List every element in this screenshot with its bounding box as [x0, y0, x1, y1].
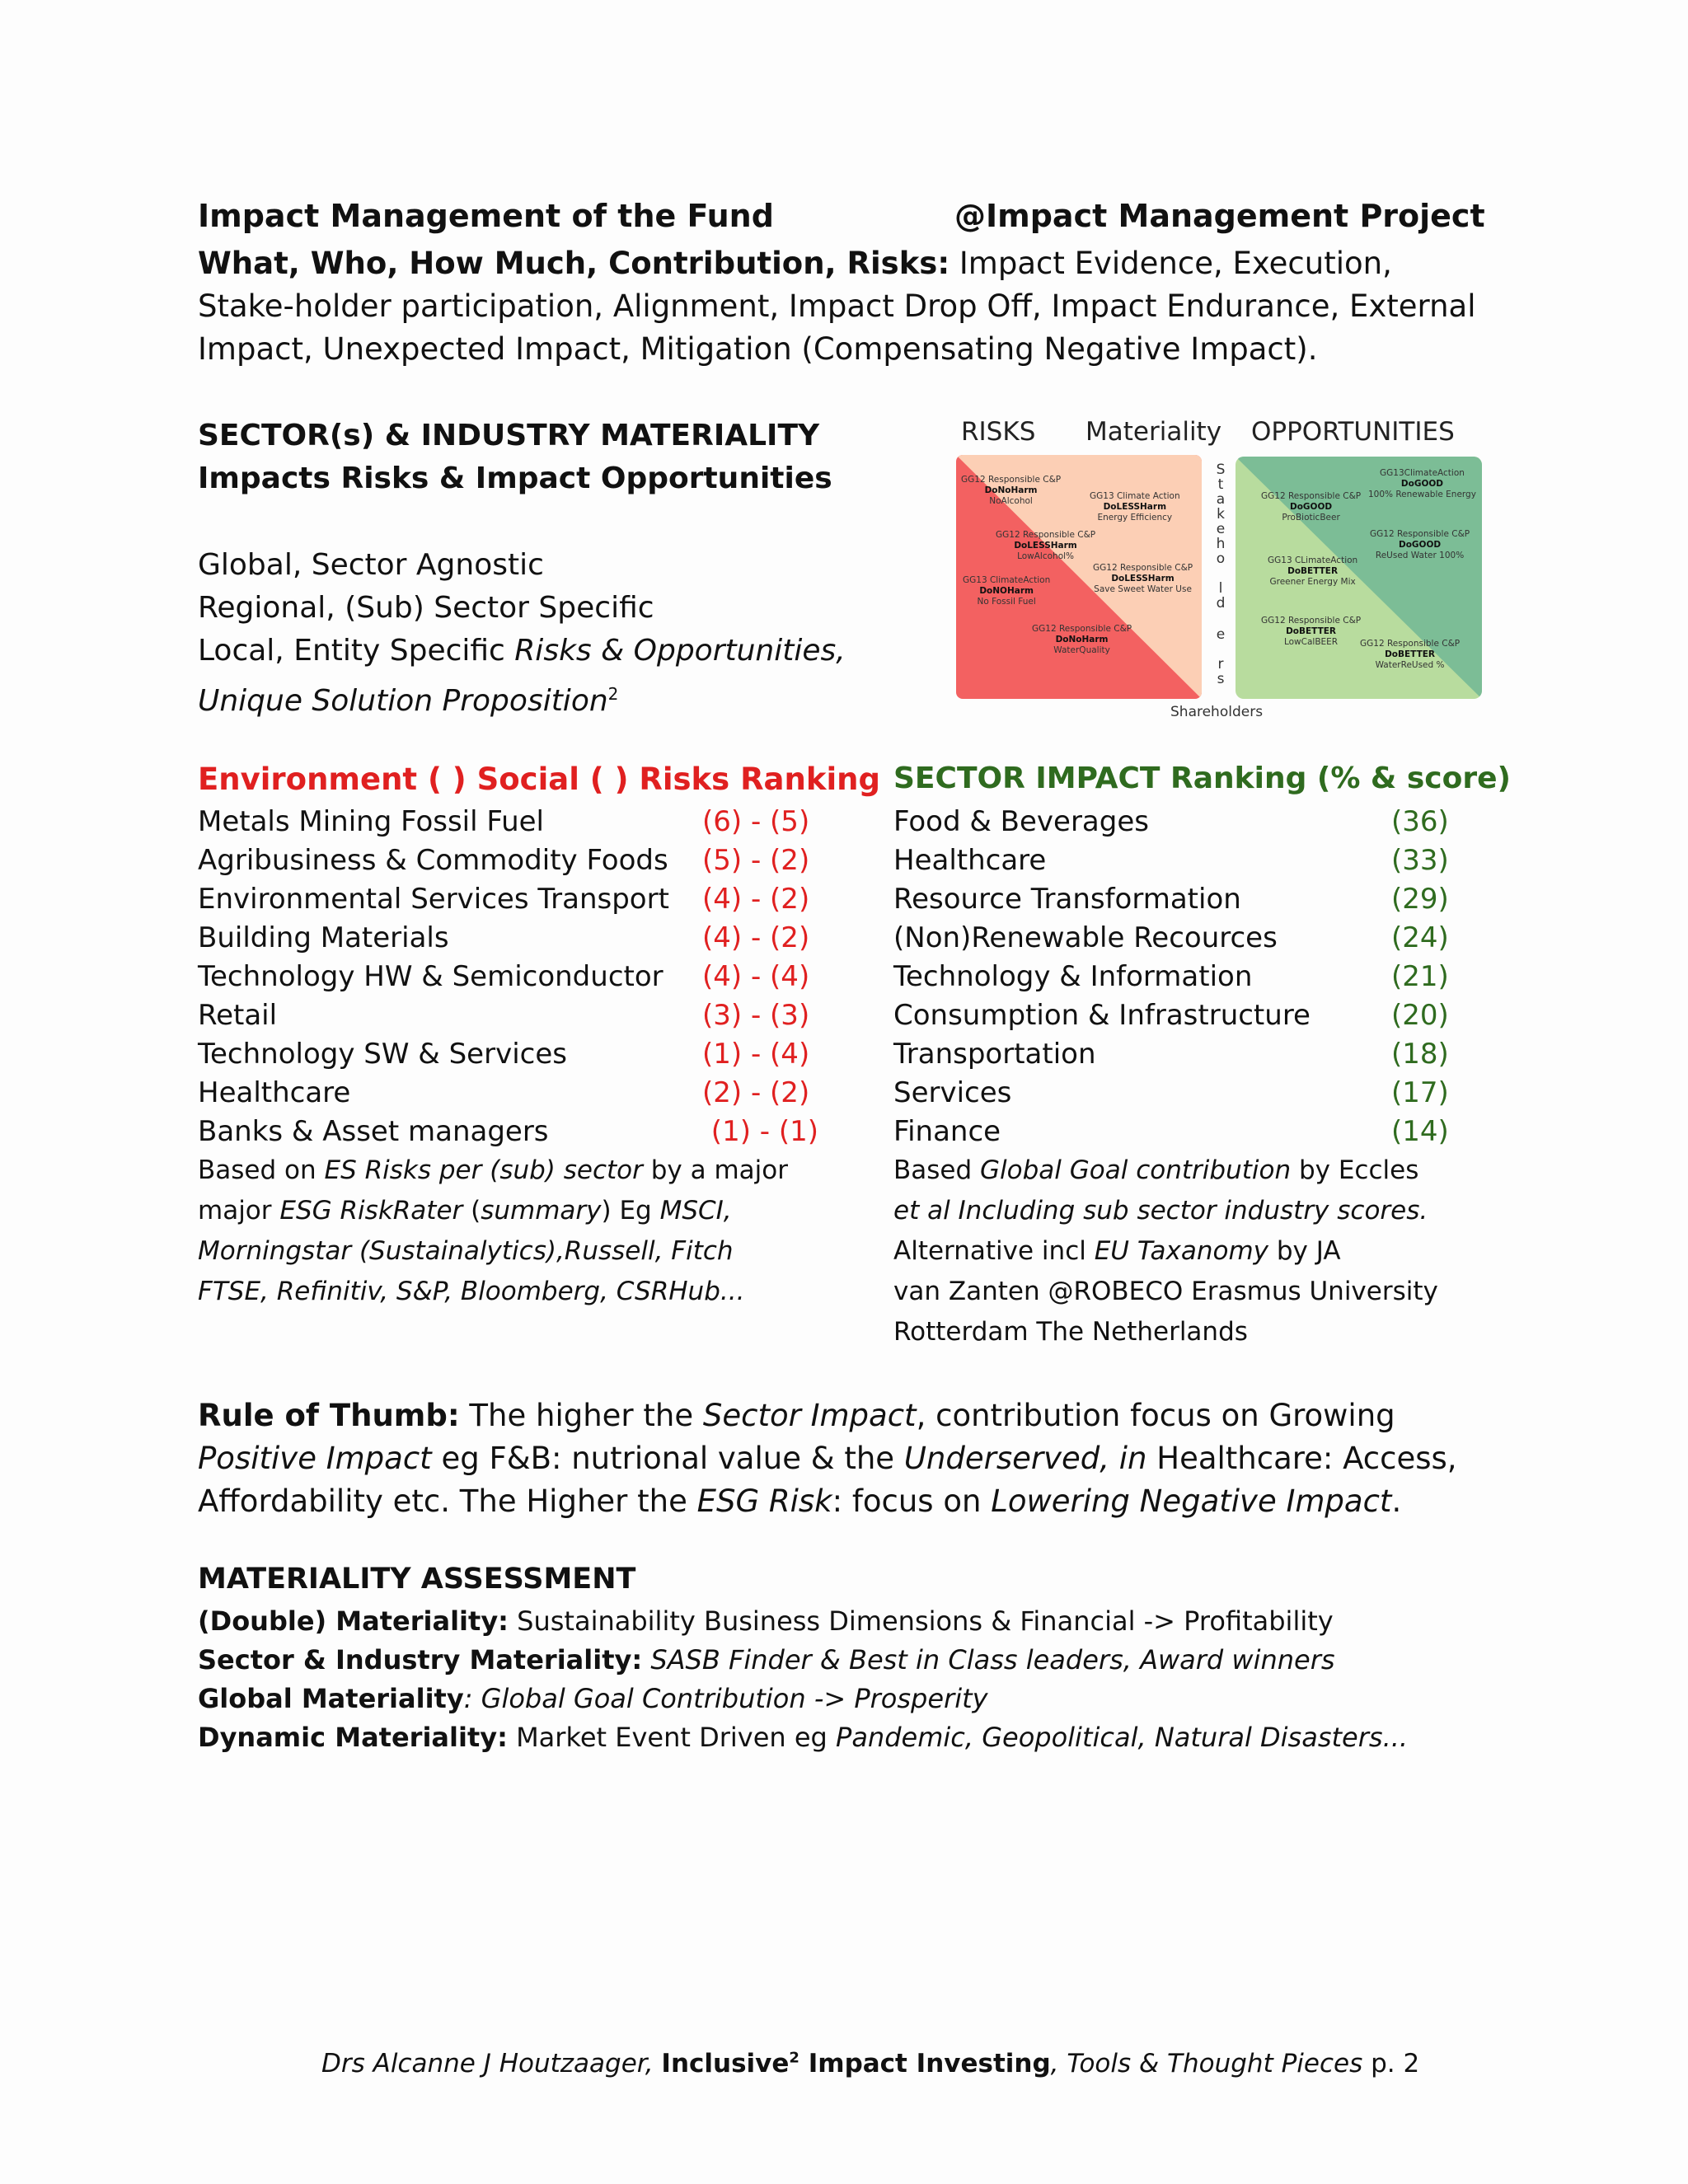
risk-row-sector: Agribusiness & Commodity Foods	[198, 844, 668, 877]
risk-cell-3: GG12 Responsible C&P DoLESSHarm LowAlcohol%	[996, 530, 1096, 561]
shareholders-label: Shareholders	[1170, 704, 1264, 720]
sector-materiality-heading: SECTOR(s) & INDUSTRY MATERIALITY	[198, 419, 820, 452]
impact-row-sector: Finance	[893, 1115, 1001, 1148]
opportunity-cell-1: GG13ClimateAction DoGOOD 100% Renewable Energy	[1368, 468, 1476, 499]
risk-cell-4: GG13 ClimateAction DoNOHarm No Fossil Fuel	[963, 575, 1051, 607]
level-regional: Regional, (Sub) Sector Specific	[198, 591, 654, 625]
impact-row-score: (29)	[1391, 883, 1449, 916]
impact-row-score: (18)	[1391, 1038, 1449, 1071]
impact-row-sector: Services	[893, 1076, 1012, 1109]
risk-row-sector: Retail	[198, 999, 278, 1032]
risk-cell-6: GG12 Responsible C&P DoNoHarm WaterQuality	[1032, 624, 1132, 655]
risk-row-score: (4) - (4)	[702, 960, 810, 993]
risk-row-score: (1) - (4)	[702, 1038, 810, 1071]
intro-paragraph	[198, 242, 1484, 371]
intro-text: Impact Evidence, Execution, Stake-holder participation, Alignment, Impact Drop Off, Impact Endurance, External Impact, Unexpected Impact, Mitigation (Compensating Negative Impact).	[198, 246, 1476, 367]
impact-row-score: (17)	[1391, 1076, 1449, 1109]
risk-row-sector: Healthcare	[198, 1076, 351, 1109]
impact-ranking-note: Based Global Goal contribution by Eccles et al Including sub sector industry scores. Alternative incl EU Taxanomy by JA van Zanten @ROBECO Erasmus University Rotterdam The Netherlands	[893, 1155, 1438, 1347]
sector-industry-materiality: Sector & Industry Materiality: SASB Finder & Best in Class leaders, Award winners	[198, 1644, 1335, 1675]
impact-row-sector: Healthcare	[893, 844, 1047, 877]
risk-row-sector: Building Materials	[198, 921, 449, 954]
risk-row-sector: Metals Mining Fossil Fuel	[198, 805, 544, 838]
risk-row-score: (5) - (2)	[702, 844, 810, 877]
risk-row-sector: Technology HW & Semiconductor	[198, 960, 663, 993]
level-local: Local, Entity Specific Risks & Opportunities,	[198, 634, 846, 668]
risk-row-score: (4) - (2)	[702, 921, 810, 954]
dynamic-materiality: Dynamic Materiality: Market Event Driven eg Pandemic, Geopolitical, Natural Disasters...	[198, 1722, 1409, 1753]
opportunity-cell-2: GG12 Responsible C&P DoGOOD ProBioticBeer	[1261, 491, 1362, 523]
impact-row-sector: Consumption & Infrastructure	[893, 999, 1311, 1032]
double-materiality: (Double) Materiality: Sustainability Business Dimensions & Financial -> Profitability	[198, 1605, 1334, 1637]
materiality-levels	[198, 544, 923, 723]
risk-row-sector: Environmental Services Transport	[198, 883, 669, 916]
project-credit: @Impact Management Project	[954, 198, 1485, 234]
risk-cell-1: GG12 Responsible C&P DoNoHarm NoAlcohol	[961, 475, 1062, 506]
materiality-label: Materiality	[1085, 417, 1222, 447]
risk-cell-2: GG13 Climate Action DoLESSHarm Energy Efficiency	[1090, 491, 1180, 523]
opportunity-cell-6: GG12 Responsible C&P DoBETTER WaterReUsed %	[1360, 639, 1461, 670]
materiality-assessment-title: MATERIALITY ASSESSMENT	[198, 1563, 636, 1596]
risk-row-sector: Banks & Asset managers	[198, 1115, 549, 1148]
risk-row-score: (1) - (1)	[702, 1115, 819, 1148]
risks-label: RISKS	[961, 417, 1036, 447]
risk-row-score: (2) - (2)	[702, 1076, 810, 1109]
risk-row-score: (3) - (3)	[702, 999, 810, 1032]
impact-row-score: (14)	[1391, 1115, 1449, 1148]
impact-row-score: (20)	[1391, 999, 1449, 1032]
impact-ranking-title: SECTOR IMPACT Ranking (% & score)	[893, 762, 1511, 795]
opportunity-cell-5: GG12 Responsible C&P DoBETTER LowCalBEER	[1261, 616, 1362, 647]
opportunity-cell-4: GG13 CLimateAction DoBETTER Greener Energy Mix	[1268, 555, 1358, 587]
level-unique: Unique Solution Proposition$^2$	[198, 684, 619, 718]
risk-cell-5: GG12 Responsible C&P DoLESSHarm Save Sweet Water Use	[1093, 563, 1193, 594]
impact-row-score: (21)	[1391, 960, 1449, 993]
risks-ranking-title: Environment ( ) Social ( ) Risks Ranking	[198, 762, 880, 797]
page-footer: Drs Alcanne J Houtzaager, Inclusive$^2$ Impact Investing, Tools & Thought Pieces p. 2	[321, 2049, 1420, 2079]
risk-row-sector: Technology SW & Services	[198, 1038, 567, 1071]
opportunity-cell-3: GG12 Responsible C&P DoGOOD ReUsed Water 100%	[1370, 529, 1470, 560]
impact-row-score: (33)	[1391, 844, 1449, 877]
intro-lead: What, Who, How Much, Contribution, Risks:	[198, 246, 950, 281]
opportunities-label: OPPORTUNITIES	[1251, 417, 1455, 447]
rule-of-thumb: Rule of Thumb: The higher the Sector Impact, contribution focus on Growing Positive Impact eg F&B: nutrional value & the Underserved, in Healthcare: Access, Affordability etc. The Higher the ESG Risk: focus on Lowering Negative Impact.	[198, 1398, 1457, 1519]
impact-row-score: (24)	[1391, 921, 1449, 954]
sector-materiality-subheading: Impacts Risks & Impact Opportunities	[198, 462, 832, 495]
global-materiality: Global Materiality: Global Goal Contribution -> Prosperity	[198, 1683, 988, 1714]
impact-row-sector: Food & Beverages	[893, 805, 1149, 838]
risk-row-score: (6) - (5)	[702, 805, 810, 838]
impact-row-sector: Technology & Information	[893, 960, 1253, 993]
risks-ranking-note: Based on ES Risks per (sub) sector by a major major ESG RiskRater (summary) Eg MSCI, Morningstar (Sustainalytics),Russell, Fitch FTSE, Refinitiv, S&P, Bloomberg, CSRHub...	[198, 1155, 788, 1306]
risk-row-score: (4) - (2)	[702, 883, 810, 916]
impact-row-score: (36)	[1391, 805, 1449, 838]
materiality-assessment-list	[198, 1602, 1408, 1757]
impact-row-sector: Resource Transformation	[893, 883, 1241, 916]
page-title: Impact Management of the Fund	[198, 198, 774, 234]
level-global: Global, Sector Agnostic	[198, 548, 544, 582]
impact-row-sector: (Non)Renewable Recources	[893, 921, 1278, 954]
impact-row-sector: Transportation	[893, 1038, 1096, 1071]
